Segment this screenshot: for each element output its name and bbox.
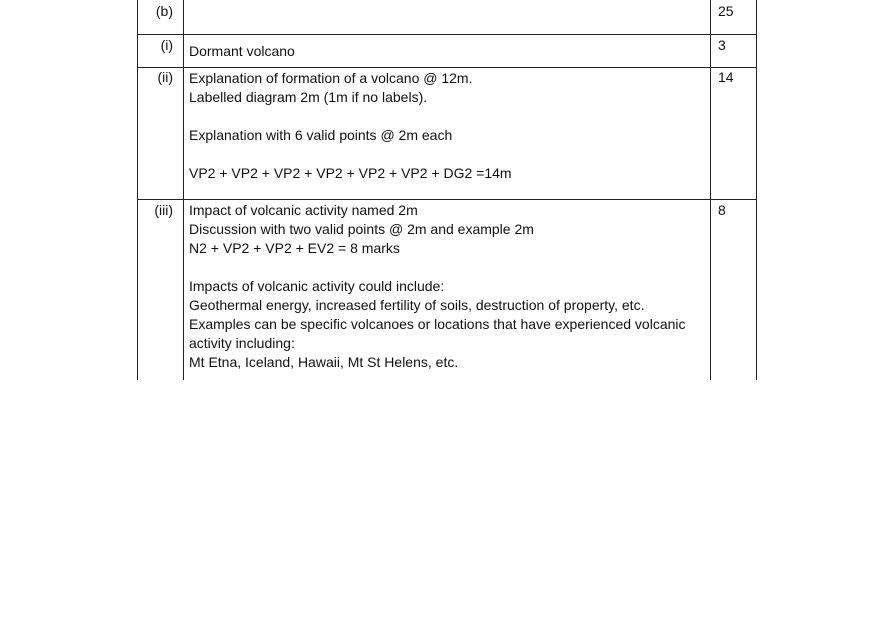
row-body [189, 201, 709, 372]
row-label [137, 69, 181, 85]
row-label-text: (ii) [157, 69, 173, 85]
table-row-iii [137, 201, 757, 379]
row-divider [137, 34, 757, 35]
body-line: Impacts of volcanic activity could include: [189, 278, 445, 294]
row-label [137, 3, 181, 19]
row-marks: 3 [718, 37, 726, 53]
body-line: N2 + VP2 + VP2 + EV2 = 8 marks [189, 240, 400, 256]
body-line: Examples can be specific volcanoes or locations that have experienced volcanic [189, 316, 686, 332]
row-text: Dormant volcano [189, 43, 295, 59]
body-line: Labelled diagram 2m (1m if no labels). [189, 89, 428, 105]
table-row-b [137, 3, 757, 33]
body-line: Explanation of formation of a volcano @ 12m. [189, 70, 473, 86]
row-body [189, 69, 709, 183]
body-line: activity including: [189, 335, 295, 351]
table-row-i [137, 37, 757, 67]
row-marks: 14 [718, 69, 734, 85]
body-line: Discussion with two valid points @ 2m and example 2m [189, 221, 534, 237]
body-line: Geothermal energy, increased fertility of soils, destruction of property, etc. [189, 297, 645, 313]
row-label-text: (iii) [154, 202, 173, 218]
row-label-text: (i) [160, 37, 173, 53]
row-divider [137, 199, 757, 200]
row-marks: 25 [718, 3, 734, 19]
body-line: Explanation with 6 valid points @ 2m each [189, 127, 453, 143]
row-label-text: (b) [155, 3, 173, 19]
body-line: VP2 + VP2 + VP2 + VP2 + VP2 + VP2 + DG2 =14m [189, 165, 512, 181]
row-marks: 8 [718, 202, 726, 218]
row-label [137, 202, 181, 218]
row-label [137, 37, 181, 53]
body-line: Mt Etna, Iceland, Hawaii, Mt St Helens, etc. [189, 354, 459, 370]
body-line: Impact of volcanic activity named 2m [189, 202, 418, 218]
table-row-ii [137, 68, 757, 198]
